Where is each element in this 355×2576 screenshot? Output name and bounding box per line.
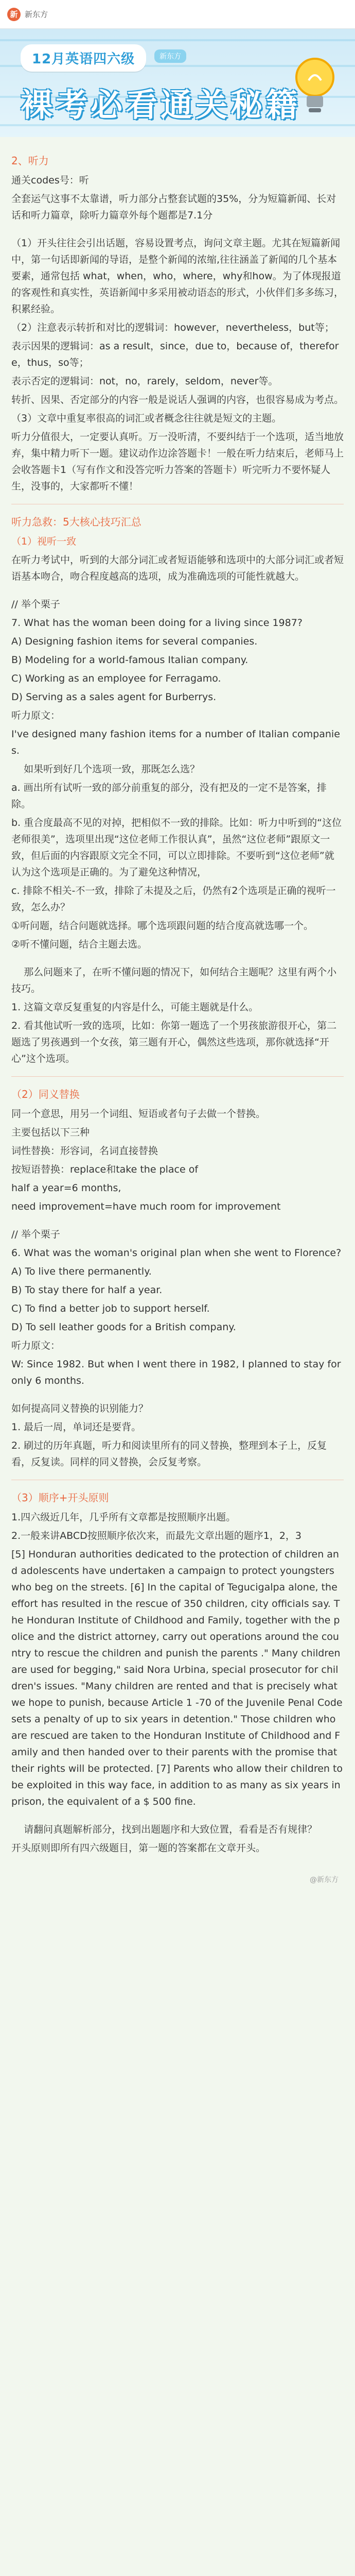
paragraph: b. 重合度最高不见的对掉，把相似不一致的排除。比如：听力中听到的“这位老师很美”，选项里出现“这位老师工作很认真”，虽然“这位老师”跟原文一致，但后面的内容跟原文完全不同，可以立即排除。不要听到“这位老师”就认为这个选项是正确的。为了避免这种情况， — [11, 817, 342, 878]
option: B) To stay there for half a year. — [11, 1284, 163, 1296]
lightbulb-icon — [290, 55, 340, 116]
paragraph: 请翻问真题解析部分，找到出题题序和大致位置，看看是否有规律？ — [11, 1824, 317, 1835]
option: C) Working as an employee for Ferragamo. — [11, 673, 221, 684]
paragraph: （3）文章中重复率很高的词汇或者概念往往就是短文的主题。 — [11, 413, 282, 424]
paragraph: 2.一般来讲ABCD按照顺序依次来，而最先文章出题的题序1，2，3 — [11, 1530, 301, 1541]
paragraph: half a year=6 months, — [11, 1182, 121, 1194]
option: D) To sell leather goods for a British company. — [11, 1321, 236, 1333]
paragraph: 词性替换：形容词，名词直接替换 — [11, 1145, 158, 1157]
paragraph: I've designed many fashion items for a number of Italian companies. — [11, 728, 340, 756]
paragraph: a. 画出所有试听一致的部分前重复的部分，没有把及的一定不是答案，排除。 — [11, 782, 327, 810]
question: 7. What has the woman been doing for a living since 1987? — [11, 617, 303, 629]
option: C) To find a better job to support herself. — [11, 1303, 210, 1314]
paragraph: 听力分值很大，一定要认真听。万一没听清，不要纠结于一个选项，适当地放弃，集中精力听下一题。建议动作边涂答题卡！一般在听力结束后，老师马上会收答题卡1（写有作文和没答完听力答案的答题卡）听完听力不要怀疑人生，没事的，大家都听不懂！ — [11, 431, 344, 492]
paragraph: 转折、因果、否定部分的内容一般是说话人强调的内容，也很容易成为考点。 — [11, 394, 344, 405]
example-label: // 举个栗子 — [11, 1229, 60, 1240]
banner-badge: 新东方 — [154, 49, 186, 63]
paragraph: 按短语替换：replace和take the place of — [11, 1164, 199, 1175]
section-heading: （3）顺序+开头原则 — [11, 1492, 109, 1504]
paragraph: 主要包括以下三种 — [11, 1127, 90, 1138]
paragraph: 全套运气这事不太靠谱，听力部分占整套试题的35%，分为短篇新闻、长对话和听力篇章，除听力篇章外每个题都是7.1分 — [11, 193, 336, 221]
watermark: @新东方 — [310, 1876, 339, 1884]
example-label: // 举个栗子 — [11, 599, 60, 610]
paragraph: ①听问题，结合问题就选择。哪个选项跟问题的结合度高就选哪一个。 — [11, 920, 314, 931]
option: A) Designing fashion items for several companies. — [11, 636, 258, 647]
option: D) Serving as a sales agent for Burberrys. — [11, 691, 217, 703]
paragraph: （2）注意表示转折和对比的逻辑词：however，nevertheless，but等； — [11, 322, 334, 333]
header-banner — [0, 29, 355, 137]
paragraph: 如何提高同义替换的识别能力？ — [11, 1403, 149, 1414]
section-heading: （2）同义替换 — [11, 1088, 80, 1100]
paragraph: ②听不懂问题，结合主题去选。 — [11, 939, 148, 950]
brand-name: 新东方 — [25, 10, 48, 19]
section-order — [11, 1489, 344, 1856]
top-bar — [0, 0, 355, 29]
paragraph: 开头原则即所有四六级题目，第一题的答案都在文章开头。 — [11, 1842, 266, 1854]
brand-logo-icon: 新 — [7, 8, 21, 21]
question: 6. What was the woman's original plan when she went to Florence? — [11, 1247, 342, 1259]
paragraph: 那么问题来了，在听不懂问题的情况下，如何结合主题呢？这里有两个小技巧。 — [11, 967, 337, 994]
paragraph: 听力原文： — [11, 710, 61, 721]
section-heading: 2、听力 — [11, 155, 49, 167]
option: A) To live there permanently. — [11, 1266, 152, 1277]
banner-title: 裸考必看通关秘籍 — [21, 86, 301, 124]
passage: [5] Honduran authorities dedicated to the protection of children and adolescents have undertaken a campaign to protect youngsters who beg on the streets. [6] In the capital of Tegucigalpa alone, the effort has resulted in the rescue of 350 children, city officials say. The Honduran Institute of Childhood and Family, together with the police and the district attorney, carry out operations around the country to rescue the children and punish the parents ." Many children are used for begging," said Nora Urbina, special prosecutor for children's issues. "Many children are rented and that is precisely what we hope to punish, because Article 1 -70 of the Juvenile Penal Code sets a penalty of up to six years in detention." Those children who are rescued are taken to the Honduran Institute of Childhood and Family and then handed over to their parents with the promise that their rights will be protected. [7] Parents who allow their children to be exploited in this way face, in addition to as many as six years in prison, the equivalent of a $ 500 fine. — [11, 1549, 346, 1807]
paragraph: （1）开头往往会引出话题，容易设置考点，询问文章主题。尤其在短篇新闻中，第一句话即新闻的导语，是整个新闻的浓缩,往往涵盖了新闻的几个基本要素，通常包括 what，when，who，where，why和how。为了体现报道的客观性和真实性，英语新闻中多采用被动语态的形式，小伙伴们多多练习，积累经验。 — [11, 238, 344, 315]
paragraph: 表示因果的逻辑词：as a result，since，due to，because of，therefore，thus，so等； — [11, 341, 339, 368]
paragraph: 通关codes号：听 — [11, 175, 89, 186]
option: B) Modeling for a world-famous Italian company. — [11, 654, 248, 666]
paragraph: 1. 这篇文章反复重复的内容是什么，可能主题就是什么。 — [11, 1002, 259, 1013]
paragraph: 1.四六级近几年，几乎所有文章都是按照顺序出题。 — [11, 1512, 236, 1523]
section-synonym — [11, 1086, 344, 1470]
paragraph: 2. 刷过的历年真题，听力和阅读里所有的同义替换，整理到本子上，反复看，反复读。同样的同义替换，会反复考察。 — [11, 1440, 327, 1468]
paragraph: 2. 看其他试听一致的选项，比如：你第一题选了一个男孩旅游很开心，第二题选了男孩遇到一个女孩，第三题有开心，偶然这些选项，那你就选择“开心”这个选项。 — [11, 1020, 337, 1064]
paragraph: 听力原文： — [11, 1340, 61, 1351]
paragraph: 如果听到好几个选项一致，那既怎么选？ — [11, 764, 200, 775]
subheading: （1）视听一致 — [11, 536, 77, 547]
banner-tag: 12月英语四六级 — [21, 44, 146, 72]
paragraph: 同一个意思，用另一个词组、短语或者句子去做一个替换。 — [11, 1108, 266, 1120]
paragraph: 在听力考试中，听到的大部分词汇或者短语能够和选项中的大部分词汇或者短语基本吻合，吻合程度越高的选项，成为准确选项的可能性就越大。 — [11, 554, 344, 582]
section-heading: 听力急救：5大核心技巧汇总 — [11, 516, 141, 528]
section-tips — [11, 514, 344, 1067]
paragraph: W: Since 1982. But when I went there in 1982, I planned to stay for only 6 months. — [11, 1359, 344, 1386]
paragraph: 表示否定的逻辑词：not，no，rarely，seldom，never等。 — [11, 376, 278, 387]
divider — [11, 1076, 344, 1077]
article-content — [0, 137, 355, 1888]
section-listening — [11, 152, 344, 495]
paragraph: 1. 最后一周，单词还是要背。 — [11, 1421, 141, 1433]
paragraph: c. 排除不相关-不一致，排除了未提及之后，仍然有2个选项是正确的视听一致，怎么办？ — [11, 885, 336, 913]
paragraph: need improvement=have much room for improvement — [11, 1201, 281, 1212]
